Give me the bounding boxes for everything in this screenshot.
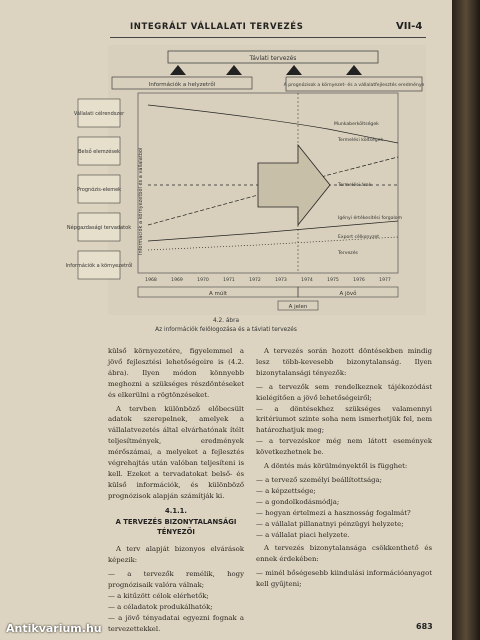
series-label-3: Termelési árak	[338, 183, 372, 188]
year-6: 1973	[275, 278, 287, 283]
right-list-item: — hogyan értelmezi a hasznosság fogalmát?	[256, 508, 411, 517]
past-label: A múlt	[208, 291, 228, 297]
header-rule	[110, 37, 426, 38]
year-9: 1976	[353, 278, 365, 283]
figure-number: 4.2. ábra	[212, 318, 240, 324]
right-paragraph-1: A tervezés során hozott döntésekben mindig lesz több-kevesebb bizonytalanság. Ilyen bizonytalansági tényezők:	[256, 347, 432, 377]
left-list-item: — a tervezők remélik, hogy prognózisaik valóra válnak;	[108, 570, 244, 590]
right-list-item: — a képzettsége;	[256, 486, 316, 495]
figure-caption: Az információk felölogozása és a távlati tervezés	[155, 327, 297, 333]
info-box-label: Információk a helyzetről	[148, 82, 216, 88]
year-5: 1972	[249, 278, 261, 283]
watermark: Antikvarium.hu	[6, 622, 102, 635]
section-title: A TERVEZÉS BIZONYTALANSÁGI TÉNYEZŐI	[115, 517, 237, 537]
right-paragraph-3: A tervezés bizonytalansága csökkenthető és ennek érdekében:	[256, 544, 432, 564]
right-paragraph-2: A döntés más körülményektől is függhet:	[264, 462, 408, 471]
left-list-item: — a kitűzött célok elérhetők;	[108, 591, 209, 600]
left-box-2: Belső elemzések	[78, 149, 120, 155]
series-label-2: Termelési költségek	[338, 138, 384, 143]
left-paragraph-3: A terv alapját bizonyos elvárások képezik:	[108, 545, 244, 565]
left-list-item: — a jövő tényadatai egyezni fognak a tervezettekkel.	[108, 613, 244, 633]
year-8: 1975	[327, 278, 339, 283]
left-box-3: Prognózis-elemek	[76, 187, 122, 193]
series-label-1: Munkaberköltségek	[334, 122, 379, 127]
left-column	[108, 346, 244, 635]
present-label: A jelen	[288, 304, 308, 310]
forecast-box-label: A prognózisok a környezet- és a vállalatfejlesztés eredménye	[283, 83, 425, 88]
year-3: 1970	[197, 278, 209, 283]
left-box-5: Információk a környezetről	[65, 263, 133, 269]
year-2: 1969	[171, 278, 183, 283]
right-list-item: — a tervezők sem rendelkeznek tájékozódást kielégítően a jövő lehetőségeiről;	[256, 382, 432, 402]
year-10: 1977	[379, 278, 391, 283]
future-label: A jövő	[339, 291, 357, 297]
year-7: 1974	[301, 278, 313, 283]
series-label-5: Export célkonyzet	[338, 235, 380, 240]
header-section: VII-4	[396, 21, 423, 32]
year-4: 1971	[223, 278, 235, 283]
left-paragraph-1: külső környezetére, figyelemmel a jövő fejlesztési lehetőségeire is (4.2. ábra). Ilyen módon könnyebb meghozni a szükséges részdöntéseket és elkerülni a rögtönzéseket.	[108, 347, 244, 399]
year-1: 1968	[145, 278, 157, 283]
right-list-item: — a vállalat piaci helyzete.	[256, 530, 350, 539]
page-number: 683	[416, 622, 433, 631]
vertical-label: Információk a környezetből és a vállalatból	[138, 147, 144, 255]
header-title: INTEGRÁLT VÁLLALATI TERVEZÉS	[130, 22, 304, 32]
right-list-item: — a tervezéskor még nem látott események következhetnek be.	[256, 437, 432, 457]
left-paragraph-2: A tervben különböző előbecsült adatok szerepelnek, amelyek a vállalatvezetés által elvárhatónak ítélt teljesítmények, eredmények mérőszámai, a melyeket a fejlesztés végrehajtás után valóban teljesíteni is kell. Ezeket a tervadatokat belső- és külső információk, és különböző prognózisok alapján számítják ki.	[108, 404, 244, 500]
series-label-4: Igényi értékesítési forgalom	[338, 216, 403, 221]
figure-diagram	[65, 45, 426, 315]
right-column	[256, 346, 432, 590]
section-number: 4.1.1.	[165, 506, 187, 515]
series-label-6: Tervezés	[338, 251, 358, 256]
right-list-item: — a tervező személyi beállítottsága;	[256, 475, 382, 484]
left-list-item: — a céladatok produkálhatók;	[108, 602, 213, 611]
right-list-item: — a vállalat pillanatnyi pénzügyi helyzete;	[256, 519, 404, 528]
left-box-1: Vállalati célrendszer	[73, 111, 125, 117]
right-list-item: — a döntésekhez szükséges valamennyi kritériumot szinte soha nem ismerhetjük fel, nem határozhatjuk meg;	[256, 404, 432, 435]
top-box-label: Távlati tervezés	[249, 55, 297, 62]
book-spine	[452, 0, 480, 640]
left-box-4: Népgazdasági tervadatok	[66, 225, 132, 231]
right-list-item: — minél bőségesebb kiindulási információanyagot kell gyűjteni;	[256, 569, 432, 589]
running-header	[0, 22, 452, 36]
section-heading	[108, 506, 244, 539]
right-list-item: — a gondolkodásmódja;	[256, 497, 340, 506]
